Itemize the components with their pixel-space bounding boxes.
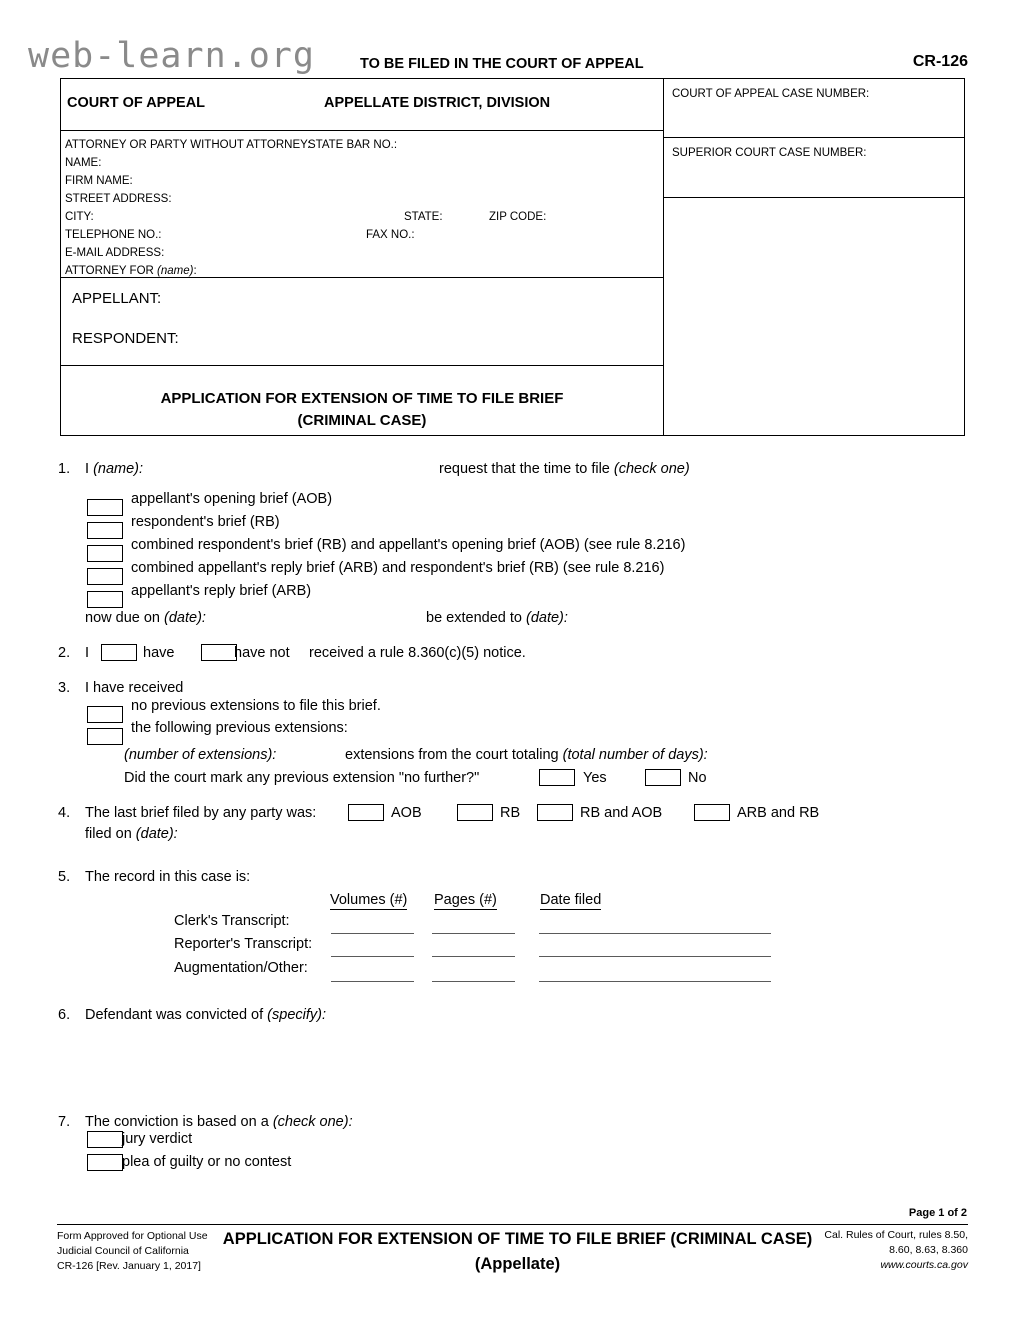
superior-court-case-number-cell — [664, 138, 964, 198]
checkbox-have-not[interactable] — [201, 644, 237, 661]
item-5-number: 5. — [58, 869, 71, 885]
item-7-lead-label: The conviction is based on a (check one): — [85, 1114, 353, 1130]
top-header-bar — [360, 53, 968, 76]
row-label-augmentation-other: Augmentation/Other: — [174, 960, 308, 976]
item-4-option-1-label: RB — [500, 805, 521, 821]
appellant-label: APPELLANT: — [72, 290, 162, 307]
footer-approved-line3: CR-126 [Rev. January 1, 2017] — [57, 1259, 201, 1272]
item-1-option-3-label: combined appellant's reply brief (ARB) and respondent's brief (RB) (see rule 8.216) — [131, 560, 665, 576]
item-6-number: 6. — [58, 1007, 71, 1023]
checkbox-no-further-no[interactable] — [645, 769, 681, 786]
footer-rules-line1: Cal. Rules of Court, rules 8.50, — [824, 1229, 968, 1241]
zip-code-label: ZIP CODE: — [489, 211, 547, 223]
field-reporters-transcript-volumes[interactable] — [331, 956, 414, 957]
item-3-option-following-label: the following previous extensions: — [131, 720, 348, 736]
field-clerks-transcript-pages[interactable] — [432, 933, 515, 934]
footer-approved-line2: Judicial Council of California — [57, 1244, 189, 1257]
caption-left-column — [61, 79, 664, 435]
checkbox-no-further-yes[interactable] — [539, 769, 575, 786]
checkbox-arb[interactable] — [87, 591, 123, 608]
item-1-option-2-label: combined respondent's brief (RB) and appellant's opening brief (AOB) (see rule 8.216) — [131, 537, 686, 553]
telephone-no-label: TELEPHONE NO.: — [65, 229, 162, 241]
item-4-option-0-label: AOB — [391, 805, 422, 821]
item-7-number: 7. — [58, 1114, 71, 1130]
fax-no-label: FAX NO.: — [366, 229, 415, 241]
item-4-number: 4. — [58, 805, 71, 821]
footer-divider — [57, 1224, 968, 1225]
appellate-district-label: APPELLATE DISTRICT, DIVISION — [324, 95, 551, 111]
state-label: STATE: — [404, 211, 443, 223]
caption-table — [60, 78, 965, 436]
firm-name-label: FIRM NAME: — [65, 175, 133, 187]
court-identification-cell — [61, 79, 663, 131]
item-2-have-not-label: have not — [234, 645, 290, 661]
footer-approved-line1: Form Approved for Optional Use — [57, 1230, 208, 1242]
state-bar-no-label: STATE BAR NO.: — [308, 139, 398, 151]
field-augmentation-other-pages[interactable] — [432, 981, 515, 982]
court-of-appeal-case-number-cell — [664, 79, 964, 138]
footer-center-line2: (Appellate) — [474, 1254, 561, 1273]
item-4-lead-label: The last brief filed by any party was: — [85, 805, 317, 821]
form-title-line1: APPLICATION FOR EXTENSION OF TIME TO FILE BRIEF — [160, 390, 564, 407]
footer-approval-block — [57, 1229, 208, 1274]
item-1-option-0-label: appellant's opening brief (AOB) — [131, 491, 333, 507]
item-4-option-3-label: ARB and RB — [737, 805, 820, 821]
name-label: NAME: — [65, 157, 102, 169]
form-title-cell — [61, 366, 663, 435]
checkbox-jury-verdict[interactable] — [87, 1131, 123, 1148]
item-1-name-prompt: I (name): — [85, 461, 144, 477]
city-label: CITY: — [65, 211, 94, 223]
item-4-filed-on-label: filed on (date): — [85, 826, 178, 842]
item-1-be-extended-to-label: be extended to (date): — [426, 610, 568, 626]
superior-court-case-number-label: SUPERIOR COURT CASE NUMBER: — [672, 147, 867, 159]
checkbox-combined-rb-aob[interactable] — [87, 545, 123, 562]
item-2-have-label: have — [143, 645, 175, 661]
email-address-label: E-MAIL ADDRESS: — [65, 247, 165, 259]
form-title-line2: (CRIMINAL CASE) — [297, 411, 427, 429]
parties-cell — [61, 278, 663, 366]
checkbox-following-previous-extensions[interactable] — [87, 728, 123, 745]
page-number-label: Page 1 of 2 — [908, 1207, 967, 1219]
item-2-tail-label: received a rule 8.360(c)(5) notice. — [309, 645, 526, 661]
site-watermark: web-learn.org — [28, 36, 315, 76]
footer-rules-block — [824, 1228, 968, 1273]
item-7-option-1-label: plea of guilty or no contest — [122, 1154, 292, 1170]
item-3-option-none-label: no previous extensions to file this brief. — [131, 698, 381, 714]
checkbox-last-brief-arb-and-rb[interactable] — [694, 804, 730, 821]
court-of-appeal-label: COURT OF APPEAL — [67, 95, 206, 111]
checkbox-last-brief-rb[interactable] — [457, 804, 493, 821]
item-5-lead-label: The record in this case is: — [85, 869, 251, 885]
street-address-label: STREET ADDRESS: — [65, 193, 172, 205]
attorney-information-cell — [61, 131, 663, 278]
column-header-date-filed: Date filed — [540, 892, 602, 908]
item-3-no-label: No — [688, 770, 707, 786]
item-3-yes-label: Yes — [583, 770, 607, 786]
respondent-label: RESPONDENT: — [72, 330, 179, 347]
item-1-option-4-label: appellant's reply brief (ARB) — [131, 583, 312, 599]
checkbox-plea-of-guilty[interactable] — [87, 1154, 123, 1171]
checkbox-rb[interactable] — [87, 522, 123, 539]
attorney-for-label: ATTORNEY FOR (name): — [65, 265, 197, 277]
checkbox-have[interactable] — [101, 644, 137, 661]
checkbox-combined-arb-rb[interactable] — [87, 568, 123, 585]
footer-rules-line2: 8.60, 8.63, 8.360 — [889, 1243, 968, 1256]
item-2-number: 2. — [58, 645, 71, 661]
checkbox-last-brief-rb-and-aob[interactable] — [537, 804, 573, 821]
footer-website-label: www.courts.ca.gov — [880, 1258, 968, 1271]
item-3-totaling-label: extensions from the court totaling (total number of days): — [345, 747, 708, 763]
item-3-number: 3. — [58, 680, 71, 696]
row-label-clerks-transcript: Clerk's Transcript: — [174, 913, 290, 929]
checkbox-no-previous-extensions[interactable] — [87, 706, 123, 723]
court-of-appeal-case-number-label: COURT OF APPEAL CASE NUMBER: — [672, 88, 870, 100]
field-reporters-transcript-date[interactable] — [539, 956, 771, 957]
column-header-pages: Pages (#) — [434, 892, 497, 908]
item-1-option-1-label: respondent's brief (RB) — [131, 514, 280, 530]
item-1-now-due-on-label: now due on (date): — [85, 610, 206, 626]
item-1-number: 1. — [58, 461, 71, 477]
item-7-option-0-label: jury verdict — [122, 1131, 193, 1147]
checkbox-last-brief-aob[interactable] — [348, 804, 384, 821]
caption-right-column — [664, 79, 964, 435]
field-augmentation-other-volumes[interactable] — [331, 981, 414, 982]
item-3-number-of-extensions-label: (number of extensions): — [124, 747, 277, 763]
item-4-option-2-label: RB and AOB — [580, 805, 663, 821]
item-3-no-further-question-label: Did the court mark any previous extension "no further?" — [124, 770, 480, 786]
form-number-label: CR-126 — [912, 53, 968, 70]
item-3-lead-label: I have received — [85, 680, 184, 696]
item-6-lead-label: Defendant was convicted of (specify): — [85, 1007, 326, 1023]
checkbox-aob[interactable] — [87, 499, 123, 516]
footer-center-line1: APPLICATION FOR EXTENSION OF TIME TO FILE BRIEF (CRIMINAL CASE) — [222, 1230, 813, 1248]
field-clerks-transcript-date[interactable] — [539, 933, 771, 934]
item-1-request-text: request that the time to file (check one) — [439, 461, 690, 477]
form-title-block — [61, 388, 663, 432]
attorney-or-party-label: ATTORNEY OR PARTY WITHOUT ATTORNEY: — [65, 139, 311, 151]
field-clerks-transcript-volumes[interactable] — [331, 933, 414, 934]
row-label-reporters-transcript: Reporter's Transcript: — [174, 936, 313, 952]
footer-title-block — [215, 1227, 820, 1277]
filing-instruction-label: TO BE FILED IN THE COURT OF APPEAL — [360, 56, 644, 72]
column-header-volumes: Volumes (#) — [330, 892, 408, 908]
field-augmentation-other-date[interactable] — [539, 981, 771, 982]
item-2-lead-label: I — [85, 645, 90, 661]
court-stamp-area — [664, 198, 964, 435]
field-reporters-transcript-pages[interactable] — [432, 956, 515, 957]
